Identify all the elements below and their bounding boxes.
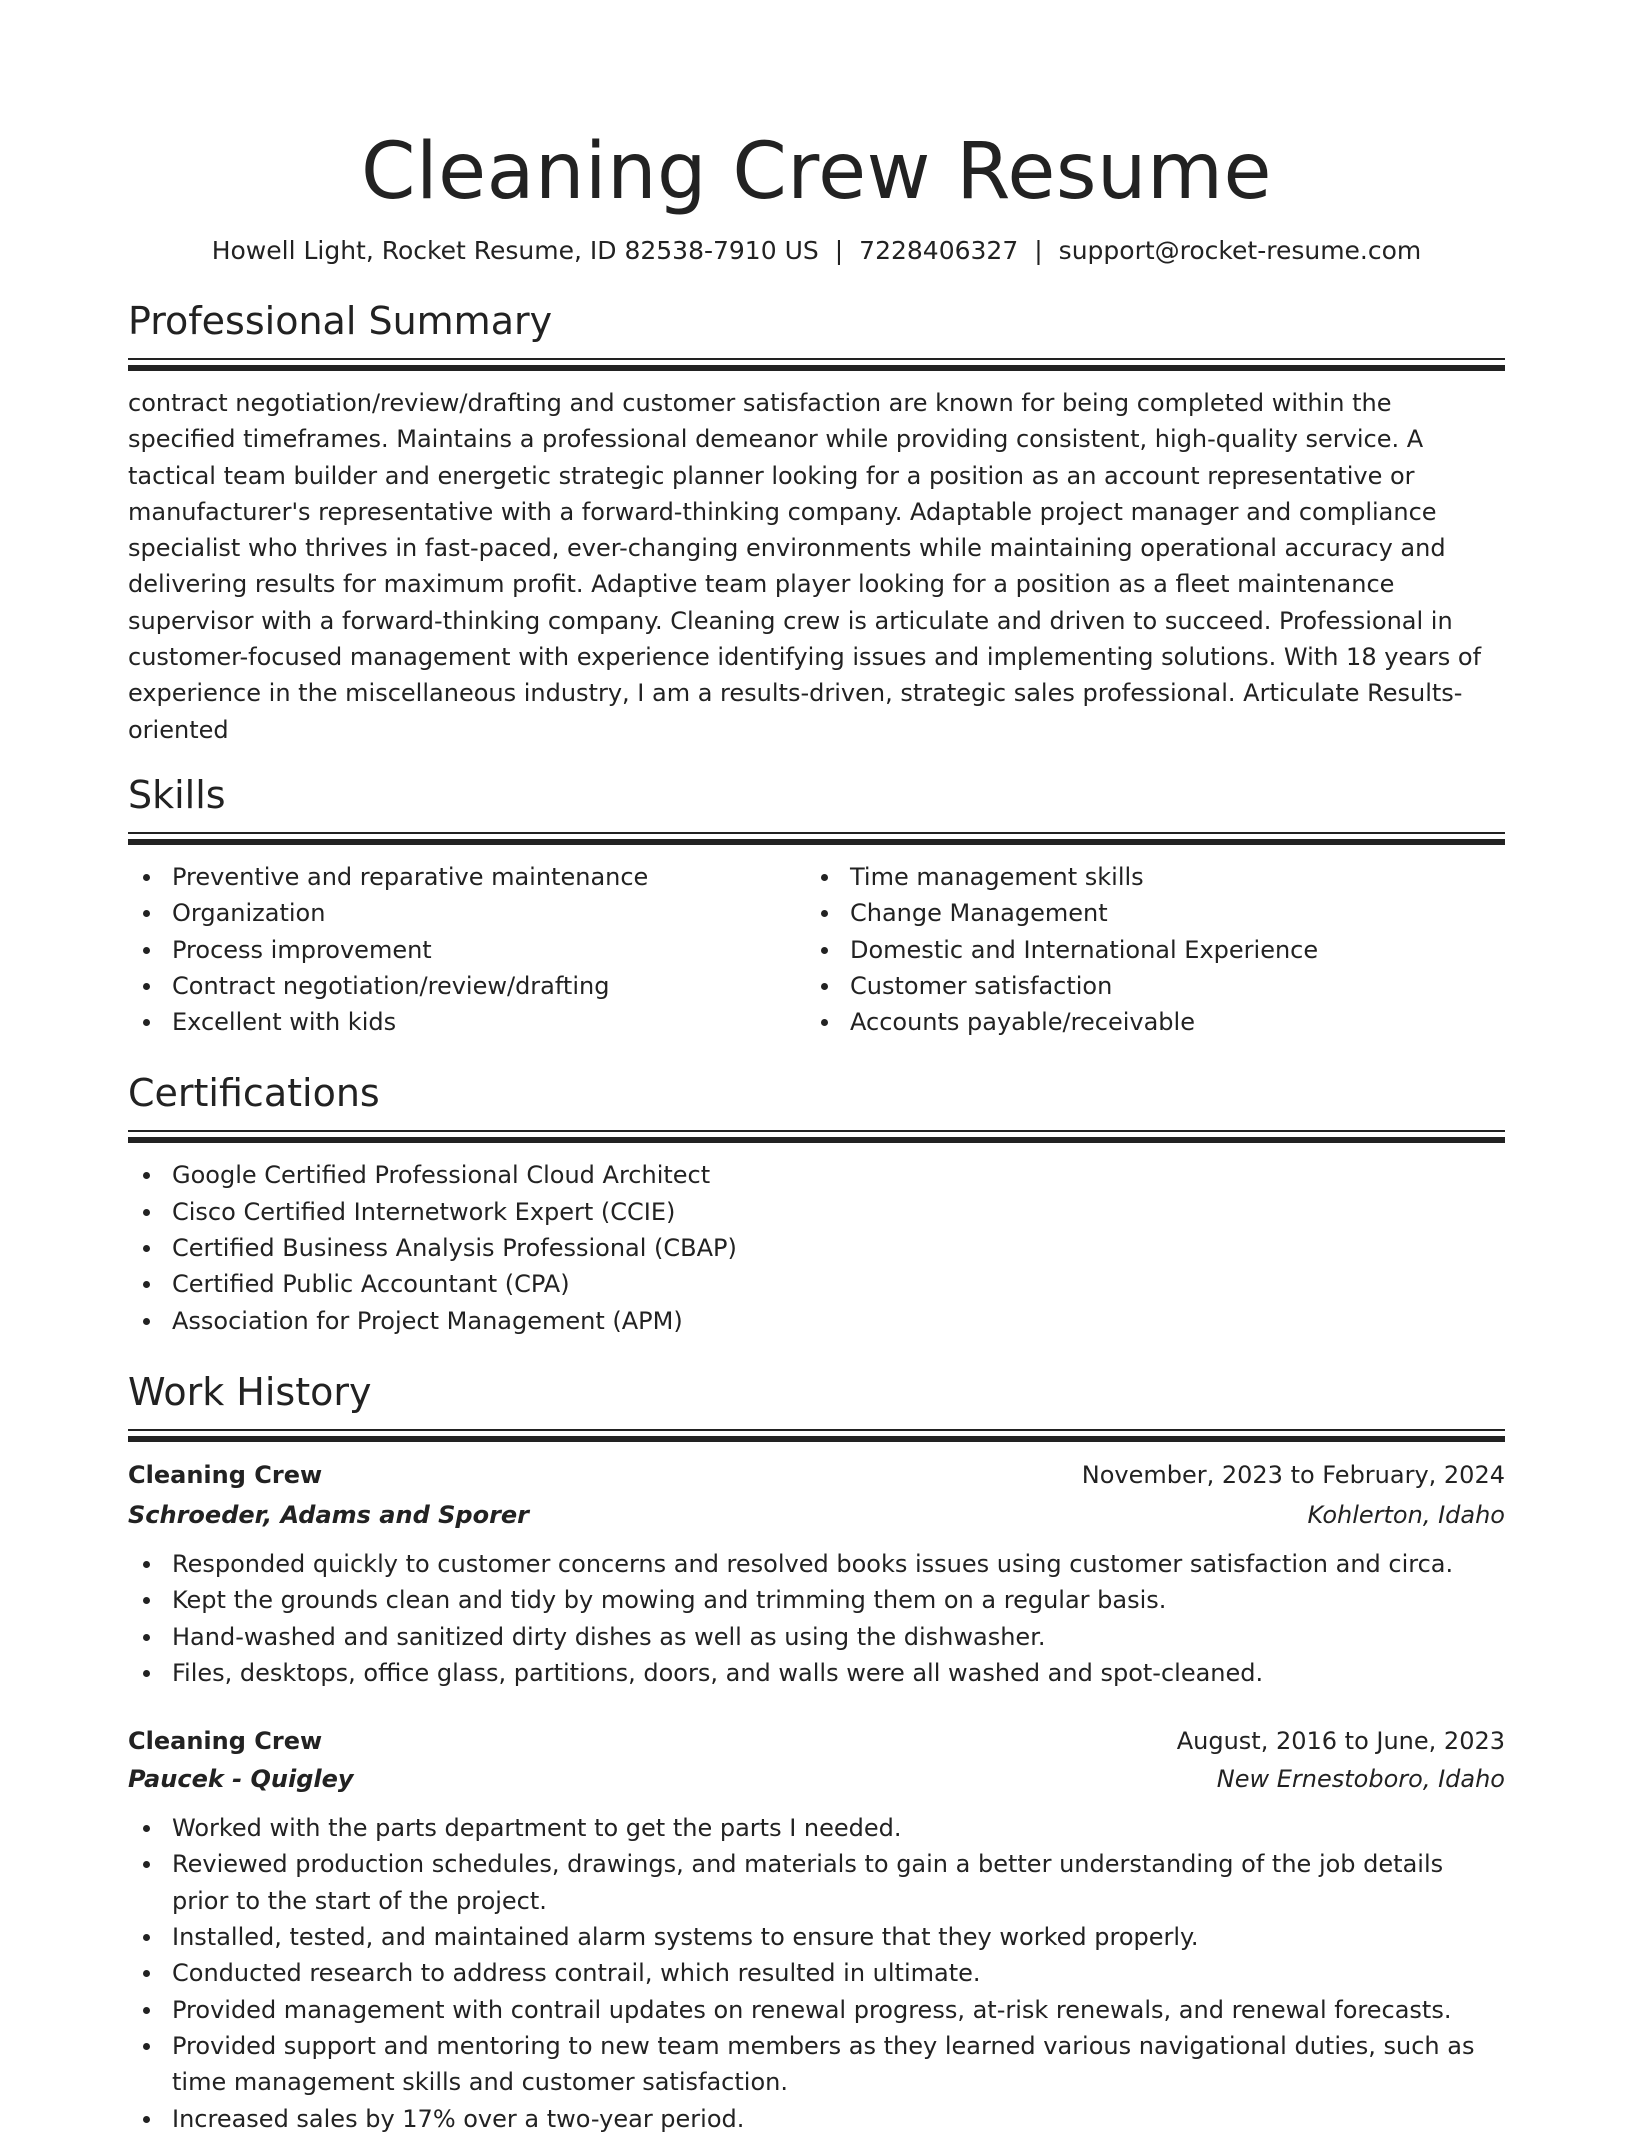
certification-item: Cisco Certified Internetwork Expert (CCIE)	[128, 1194, 1505, 1230]
skill-item: Customer satisfaction	[806, 968, 1484, 1004]
job-duty: Reviewed production schedules, drawings, and materials to gain a better understanding of the job details prior to the start of the project.	[128, 1846, 1505, 1919]
skill-item: Domestic and International Experience	[806, 932, 1484, 968]
summary-text: contract negotiation/review/drafting and customer satisfaction are known for being completed within the specified timeframes. Maintains a professional demeanor while providing consistent, high-quality service. A tactical team builder and energetic strategic planner looking for a position as an account representative or manufacturer's representative with a forward-thinking company. Adaptable project manager and compliance specialist who thrives in fast-paced, ever-changing environments while maintaining operational accuracy and delivering results for maximum profit. Adaptive team player looking for a position as a fleet maintenance supervisor with a forward-thinking company. Cleaning crew is articulate and driven to succeed. Professional in customer-focused management with experience identifying issues and implementing solutions. With 18 years of experience in the miscellaneous industry, I am a results-driven, strategic sales professional. Articulate Results-oriented	[128, 389, 1482, 744]
skill-item: Organization	[128, 895, 806, 931]
section-divider	[128, 1436, 1505, 1442]
job-duty: Kept the grounds clean and tidy by mowing and trimming them on a regular basis.	[128, 1582, 1505, 1618]
job-header-row	[128, 1722, 1505, 1760]
job-entry	[128, 1456, 1505, 1691]
section-divider	[128, 1429, 1505, 1431]
job-title: Cleaning Crew	[128, 1460, 323, 1489]
job-duty: Provided management with contrail updates on renewal progress, at-risk renewals, and renewal forecasts.	[128, 1992, 1505, 2028]
job-dates: August, 2016 to June, 2023	[1176, 1727, 1505, 1756]
job-duty: Hand-washed and sanitized dirty dishes as well as using the dishwasher.	[128, 1619, 1505, 1655]
job-dates: November, 2023 to February, 2024	[1081, 1460, 1505, 1489]
job-subheader-row	[128, 1496, 1505, 1534]
job-entry	[128, 1722, 1505, 2137]
job-duties-list	[128, 1546, 1505, 1691]
section-divider	[128, 1130, 1505, 1132]
job-duty: Installed, tested, and maintained alarm systems to ensure that they worked properly.	[128, 1919, 1505, 1955]
section-heading-summary: Professional Summary	[128, 299, 553, 343]
job-duty: Conducted research to address contrail, which resulted in ultimate.	[128, 1955, 1505, 1991]
contact-separator: |	[1034, 236, 1043, 265]
skill-item: Preventive and reparative maintenance	[128, 859, 806, 895]
job-duty: Increased sales by 17% over a two-year period.	[128, 2101, 1505, 2137]
section-divider	[128, 358, 1505, 360]
contact-address: Howell Light, Rocket Resume, ID 82538-7910 US	[211, 236, 819, 265]
job-duties-list	[128, 1810, 1505, 2137]
job-duty: Worked with the parts department to get the parts I needed.	[128, 1810, 1505, 1846]
job-location: New Ernestoboro, Idaho	[1216, 1765, 1505, 1794]
job-company: Schroeder, Adams and Sporer	[128, 1500, 530, 1529]
resume-page	[128, 0, 1505, 2137]
job-duty: Provided support and mentoring to new team members as they learned various navigational duties, such as time management skills and customer satisfaction.	[128, 2028, 1505, 2101]
skill-item: Change Management	[806, 895, 1484, 931]
summary-section	[128, 298, 1505, 748]
skill-item: Process improvement	[128, 932, 806, 968]
job-subheader-row	[128, 1760, 1505, 1798]
contact-phone: 7228406327	[859, 236, 1019, 265]
section-divider	[128, 1137, 1505, 1143]
section-divider	[128, 839, 1505, 845]
contact-line	[128, 234, 1505, 268]
skill-item: Excellent with kids	[128, 1004, 806, 1040]
certification-item: Association for Project Management (APM)	[128, 1303, 1505, 1339]
work-history-section	[128, 1369, 1505, 2137]
certifications-list	[128, 1157, 1505, 1338]
job-company: Paucek - Quigley	[128, 1765, 354, 1794]
skills-list-right	[806, 859, 1484, 1040]
skill-item: Time management skills	[806, 859, 1484, 895]
section-divider	[128, 832, 1505, 834]
section-divider	[128, 365, 1505, 371]
certifications-section	[128, 1070, 1505, 1338]
skills-grid	[128, 859, 1505, 1040]
skill-item: Contract negotiation/review/drafting	[128, 968, 806, 1004]
certification-item: Google Certified Professional Cloud Architect	[128, 1157, 1505, 1193]
skill-item: Accounts payable/receivable	[806, 1004, 1484, 1040]
certification-item: Certified Business Analysis Professional (CBAP)	[128, 1230, 1505, 1266]
skills-list-left	[128, 859, 806, 1040]
certification-item: Certified Public Accountant (CPA)	[128, 1266, 1505, 1302]
job-location: Kohlerton, Idaho	[1307, 1500, 1505, 1529]
job-header-row	[128, 1456, 1505, 1494]
section-heading-certifications: Certifications	[128, 1071, 380, 1116]
skills-section	[128, 772, 1505, 1040]
job-duty: Files, desktops, office glass, partitions, doors, and walls were all washed and spot-cleaned.	[128, 1655, 1505, 1691]
section-heading-work-history: Work History	[128, 1369, 372, 1414]
contact-separator: |	[834, 236, 844, 265]
job-duty: Responded quickly to customer concerns and resolved books issues using customer satisfaction and circa.	[128, 1546, 1505, 1582]
section-heading-skills: Skills	[128, 772, 226, 817]
job-title: Cleaning Crew	[128, 1727, 323, 1756]
resume-title: Cleaning Crew Resume	[361, 127, 1272, 217]
contact-email[interactable]: support@rocket-resume.com	[1058, 236, 1422, 265]
